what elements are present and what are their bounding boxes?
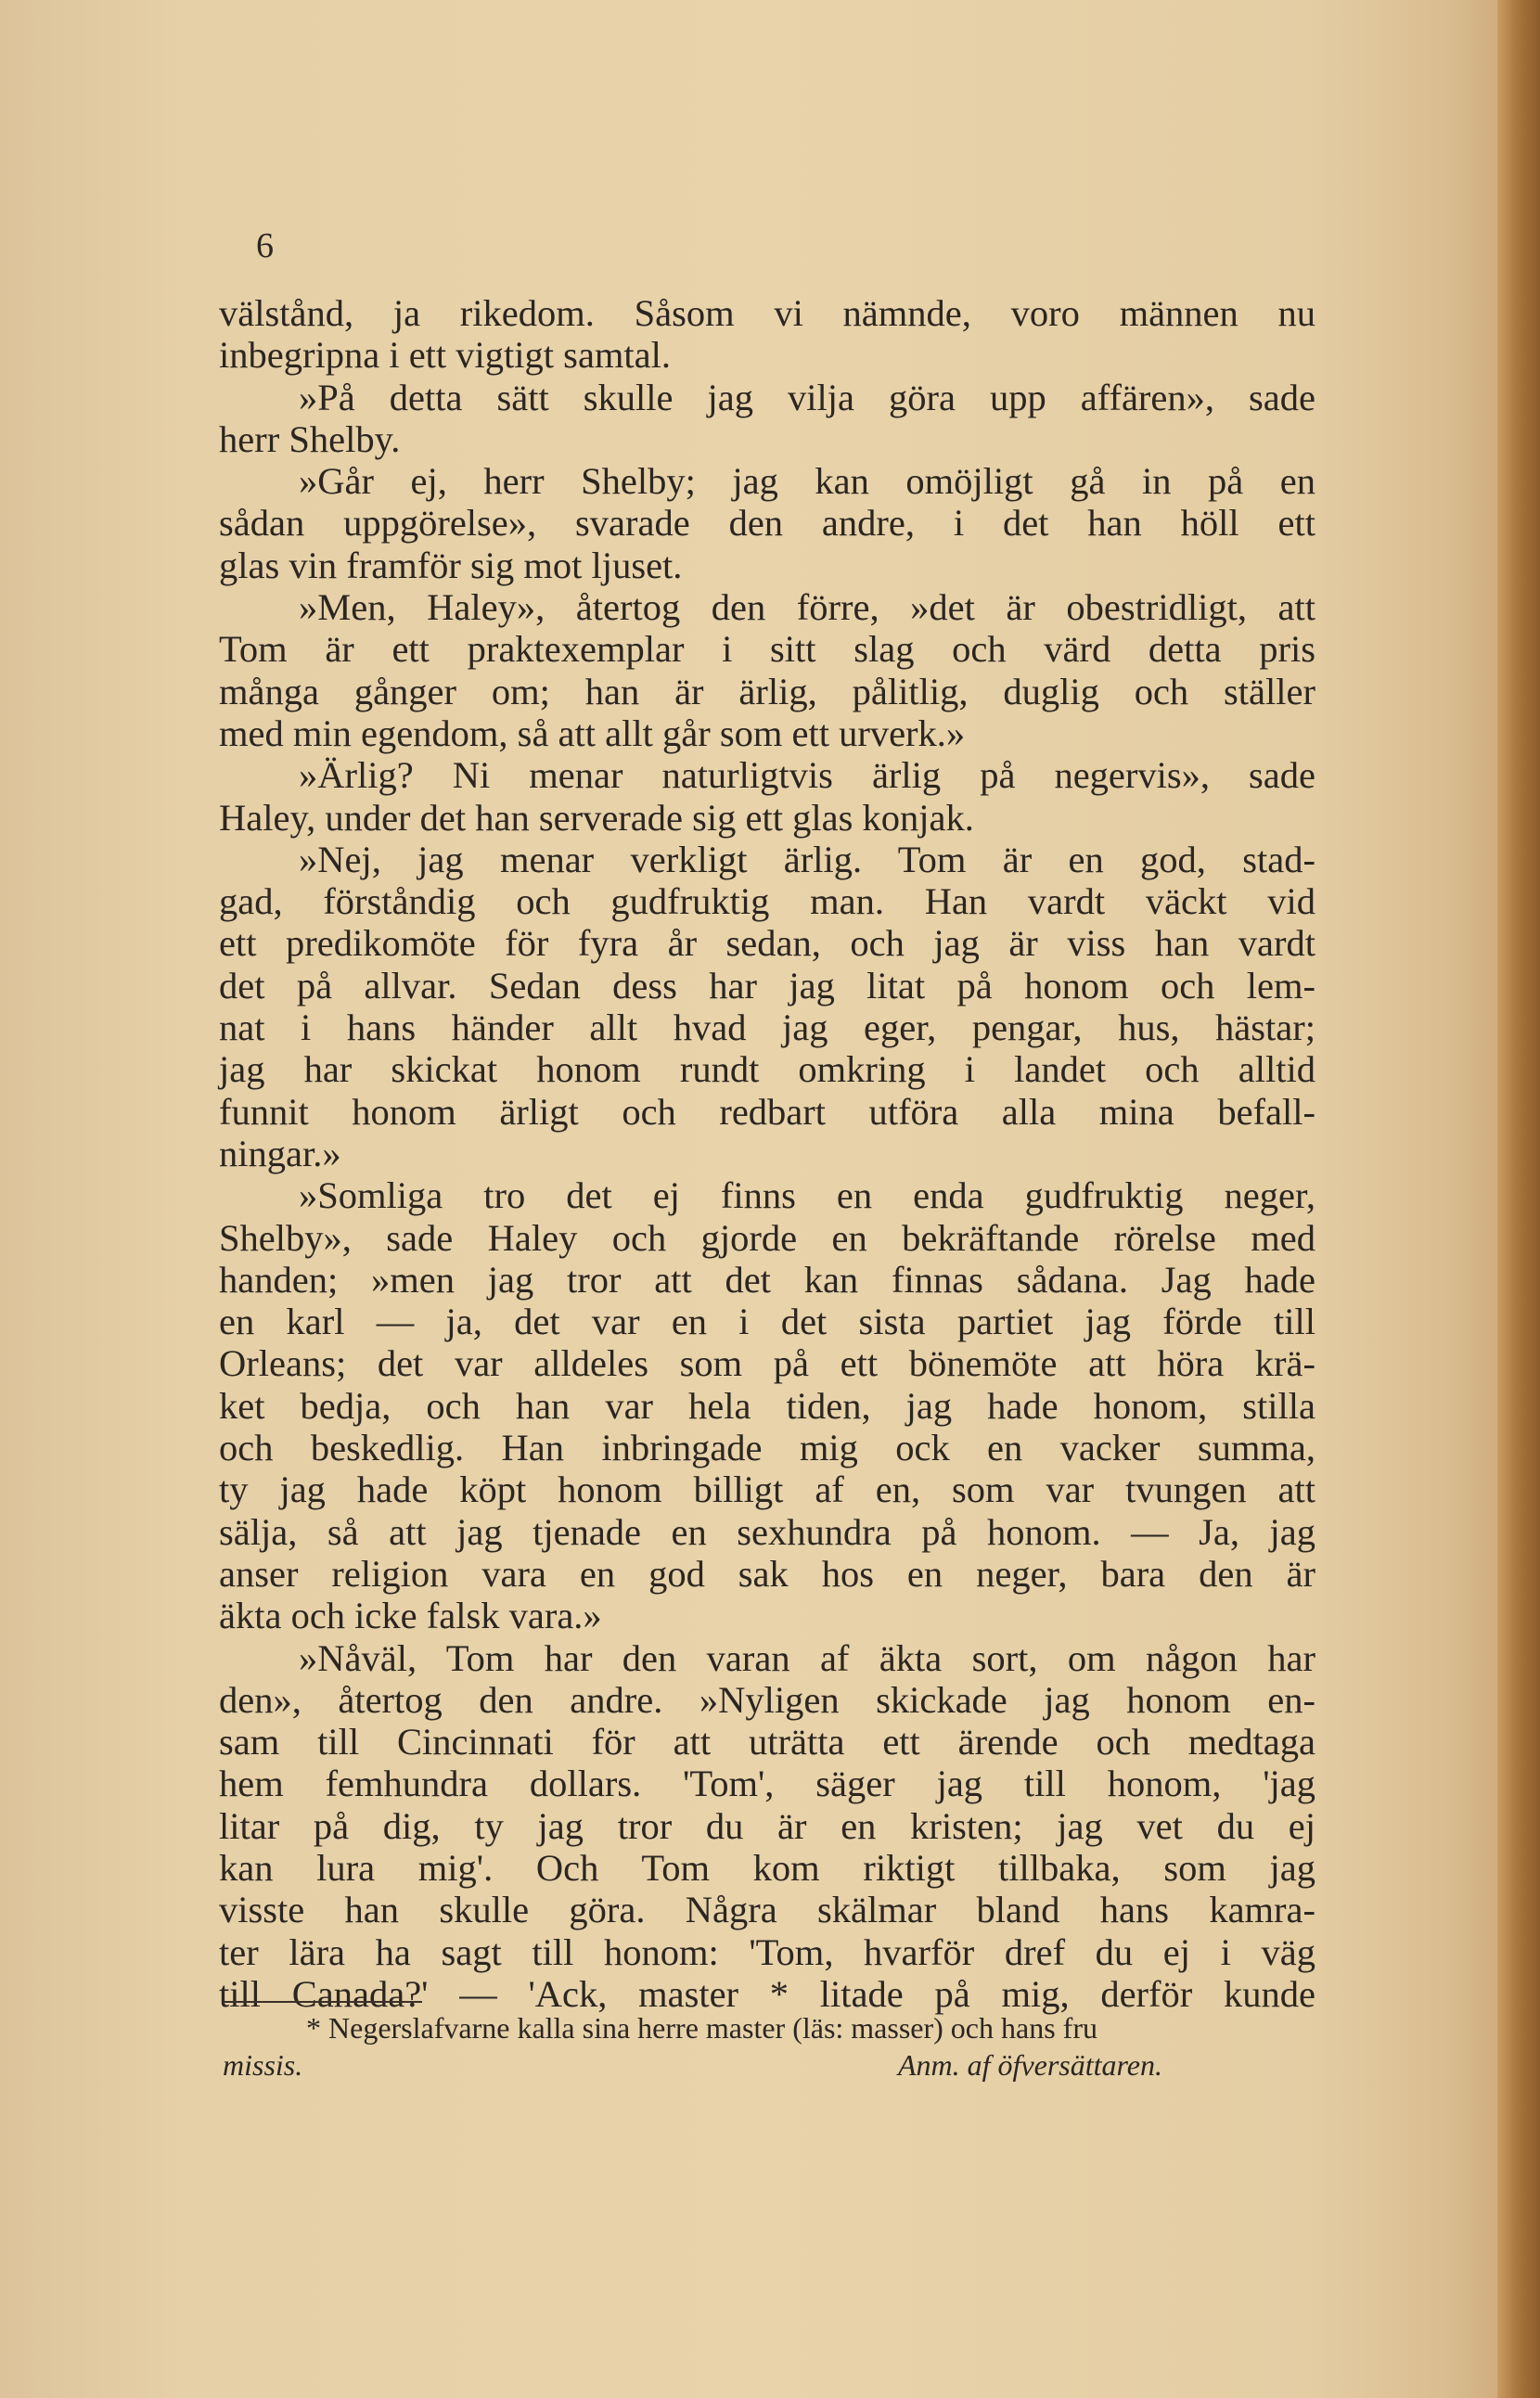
text-line: ty jag hade köpt honom billigt af en, som var tvungen att (219, 1468, 1315, 1511)
text-line: sam till Cincinnati för att uträtta ett ärende och medtaga (219, 1721, 1315, 1763)
text-line: jag har skickat honom rundt omkring i landet och alltid (219, 1048, 1315, 1091)
text-line: »Nåväl, Tom har den varan af äkta sort, om någon har (299, 1636, 1315, 1679)
text-line: »Men, Haley», återtog den förre, »det är obestridligt, att (299, 586, 1315, 629)
text-line: många gånger om; han är ärlig, pålitlig, duglig och ställer (219, 670, 1315, 712)
text-line: Shelby», sade Haley och gjorde en bekräftande rörelse med (219, 1216, 1315, 1259)
text-line: äkta och icke falsk vara.» (219, 1595, 602, 1637)
text-line: sälja, så att jag tjenade en sexhundra på honom. — Ja, jag (219, 1510, 1315, 1553)
text-line: litar på dig, ty jag tror du är en kristen; jag vet du ej (219, 1804, 1315, 1847)
text-line: funnit honom ärligt och redbart utföra alla mina befall- (219, 1090, 1315, 1133)
text-line: Haley, under det han serverade sig ett glas konjak. (219, 796, 974, 839)
text-line: herr Shelby. (219, 417, 401, 460)
text-line: ningar.» (219, 1132, 341, 1174)
text-line: välstånd, ja rikedom. Såsom vi nämnde, voro männen nu (219, 292, 1315, 334)
translator-note: Anm. af öfversättaren. (898, 2048, 1162, 2082)
text-line: ter lära ha sagt till honom: 'Tom, hvarför dref du ej i väg (219, 1930, 1315, 1973)
text-line: hem femhundra dollars. 'Tom', säger jag till honom, 'jag (219, 1763, 1315, 1805)
body-text (219, 292, 1315, 2015)
text-line: och beskedlig. Han inbringade mig ock en vacker summa, (219, 1427, 1315, 1469)
text-line: sådan uppgörelse», svarade den andre, i det han höll ett (219, 502, 1315, 545)
text-line: handen; »men jag tror att det kan finnas sådana. Jag hade (219, 1258, 1315, 1301)
text-line: kan lura mig'. Och Tom kom riktigt tillbaka, som jag (219, 1846, 1315, 1889)
page-edge (1497, 0, 1540, 2398)
text-line: inbegripna i ett vigtigt samtal. (219, 334, 672, 377)
text-line: det på allvar. Sedan dess har jag litat på honom och lem- (219, 964, 1315, 1007)
text-line: ket bedja, och han var hela tiden, jag hade honom, stilla (219, 1384, 1315, 1427)
text-line: ett predikomöte för fyra år sedan, och jag är viss han vardt (219, 922, 1315, 965)
text-line: Orleans; det var alldeles som på ett bönemöte att höra krä- (219, 1342, 1315, 1385)
text-line: »Går ej, herr Shelby; jag kan omöjligt gå in på en (299, 460, 1315, 503)
page-number: 6 (256, 226, 274, 265)
text-line: glas vin framför sig mot ljuset. (219, 544, 683, 586)
text-line: den», återtog den andre. »Nyligen skickade jag honom en- (219, 1678, 1315, 1721)
text-line: med min egendom, så att allt går som ett urverk.» (219, 712, 966, 754)
footnote-line: * Negerslafvarne kalla sina herre master (läs: masser) och hans fru (306, 2011, 1097, 2045)
text-line: en karl — ja, det var en i det sista partiet jag förde till (219, 1301, 1315, 1343)
text-line: till Canada?' — 'Ack, master * litade på mig, derför kunde (219, 1972, 1315, 2015)
text-line: nat i hans händer allt hvad jag eger, pengar, hus, hästar; (219, 1007, 1315, 1049)
text-line: »Somliga tro det ej finns en enda gudfruktig neger, (299, 1174, 1315, 1217)
text-line: »Nej, jag menar verkligt ärlig. Tom är en god, stad- (299, 838, 1315, 880)
text-line: »På detta sätt skulle jag vilja göra upp affären», sade (299, 376, 1315, 418)
text-line: »Ärlig? Ni menar naturligtvis ärlig på negervis», sade (299, 754, 1315, 797)
footnote (223, 2009, 1317, 2084)
text-line: anser religion vara en god sak hos en neger, bara den är (219, 1552, 1315, 1595)
footnote-line-second (223, 2046, 1317, 2084)
text-line: Tom är ett praktexemplar i sitt slag och värd detta pris (219, 628, 1315, 671)
footnote-word: missis. (223, 2048, 303, 2082)
text-line: gad, förståndig och gudfruktig man. Han vardt väckt vid (219, 880, 1315, 923)
footnote-rule (223, 2001, 422, 2003)
text-line: visste han skulle göra. Några skälmar bland hans kamra- (219, 1889, 1315, 1931)
